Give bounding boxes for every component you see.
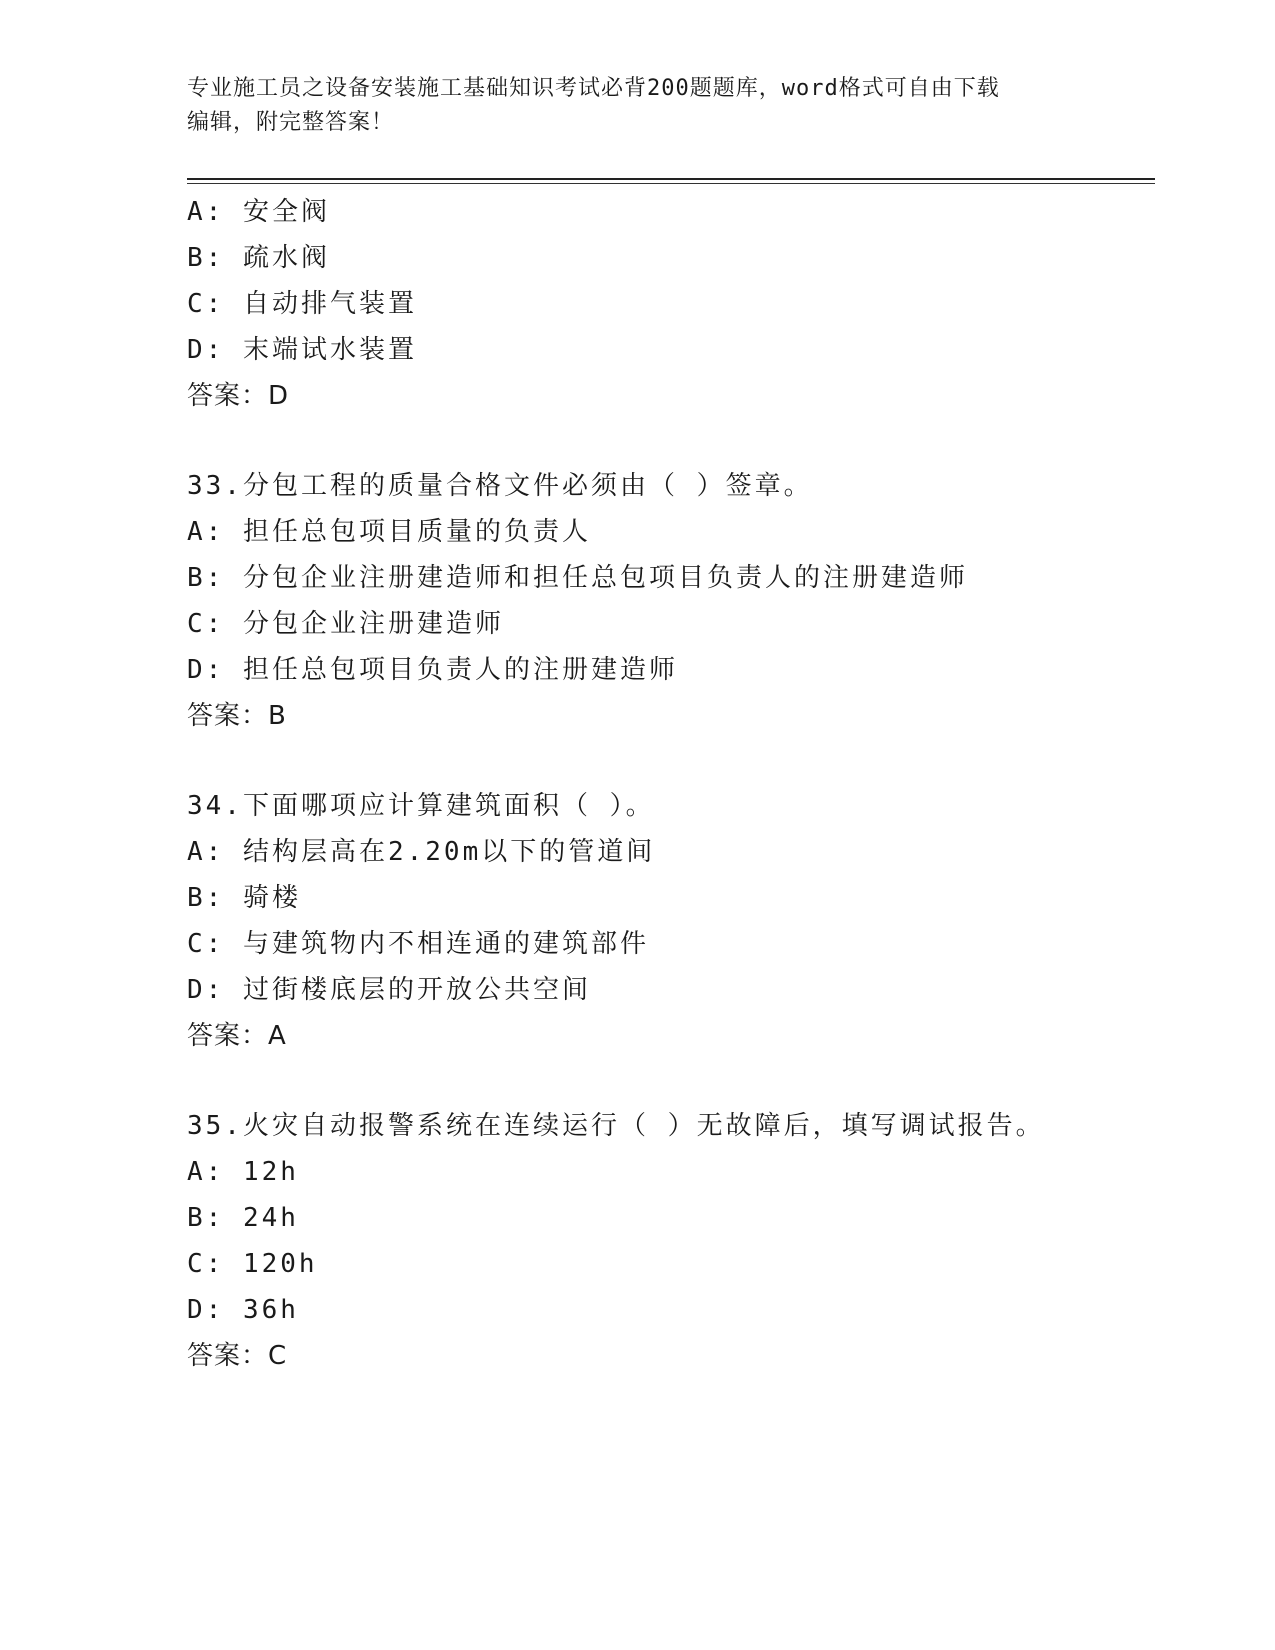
option-c: C: 与建筑物内不相连通的建筑部件 — [187, 929, 649, 959]
header-title-line-1: 专业施工员之设备安装施工基础知识考试必背200题题库，word格式可自由下载 — [187, 76, 1000, 101]
question-block-32 — [187, 189, 1155, 419]
option-b: B: 骑楼 — [187, 883, 301, 913]
question-block-34 — [187, 783, 1155, 1059]
option-a: A: 结构层高在2.20m以下的管道间 — [187, 837, 656, 867]
option-a: A: 担任总包项目质量的负责人 — [187, 517, 591, 547]
header-divider-thick — [187, 178, 1155, 180]
header-divider-thin — [187, 183, 1155, 184]
question-stem: 35.火灾自动报警系统在连续运行（ ）无故障后，填写调试报告。 — [187, 1111, 1045, 1141]
header-title-line-2: 编辑，附完整答案！ — [187, 110, 395, 135]
question-stem: 33.分包工程的质量合格文件必须由（ ）签章。 — [187, 471, 813, 501]
option-b: B: 24h — [187, 1203, 299, 1233]
answer-line: 答案：B — [187, 701, 287, 731]
document-header — [187, 72, 1087, 140]
option-c: C: 分包企业注册建造师 — [187, 609, 504, 639]
header-divider — [187, 178, 1155, 184]
question-stem: 34.下面哪项应计算建筑面积（ ）。 — [187, 791, 655, 821]
option-c: C: 自动排气装置 — [187, 289, 417, 319]
answer-line: 答案：C — [187, 1341, 288, 1371]
option-b: B: 分包企业注册建造师和担任总包项目负责人的注册建造师 — [187, 563, 968, 593]
option-b: B: 疏水阀 — [187, 243, 330, 273]
question-block-35 — [187, 1103, 1155, 1379]
answer-line: 答案：D — [187, 381, 290, 411]
question-list — [187, 189, 1155, 1379]
option-d: D: 担任总包项目负责人的注册建造师 — [187, 655, 678, 685]
option-d: D: 36h — [187, 1295, 299, 1325]
question-block-33 — [187, 463, 1155, 739]
option-a: A: 安全阀 — [187, 197, 330, 227]
option-a: A: 12h — [187, 1157, 299, 1187]
option-c: C: 120h — [187, 1249, 318, 1279]
answer-line: 答案：A — [187, 1021, 287, 1051]
option-d: D: 过街楼底层的开放公共空间 — [187, 975, 591, 1005]
option-d: D: 末端试水装置 — [187, 335, 417, 365]
